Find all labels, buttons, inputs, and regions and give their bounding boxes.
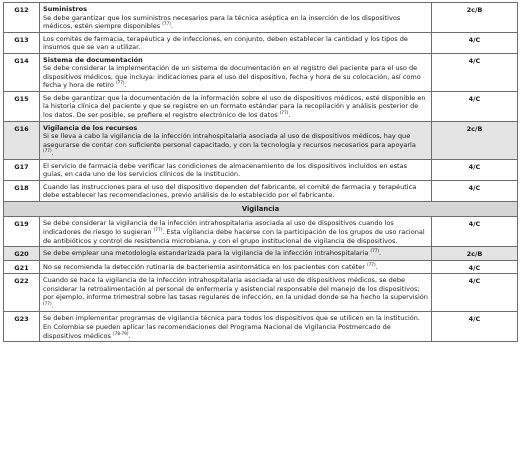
evidence-grade: 4/C xyxy=(432,32,518,53)
table-row xyxy=(4,274,518,312)
recommendation-text: Los comités de farmacia, terapéutica y de infecciones, en conjunto, deben establecer la cantidad y los tipos de insumos que se van a utilizar. xyxy=(43,34,408,52)
recommendation-text-end: . xyxy=(170,22,173,31)
recommendation-text-cell xyxy=(40,312,432,342)
recommendation-text: Se debe emplear una metodología estandarizada para la vigilancia de la infección intrahospitalaria xyxy=(43,249,369,258)
recommendation-text: Se debe considerar la vigilancia de la infección intrahospitalaria asociada al uso de dispositivos cuando los indicadores de riesgo lo sugieran xyxy=(43,219,394,237)
recommendation-text-end: . xyxy=(379,249,382,258)
table-row xyxy=(4,312,518,342)
recommendation-code: G17 xyxy=(4,159,40,180)
table-row xyxy=(4,180,518,201)
evidence-grade: 4/C xyxy=(432,159,518,180)
table-row xyxy=(4,121,518,159)
evidence-grade: 2c/B xyxy=(432,3,518,33)
recommendation-text-cell xyxy=(40,3,432,33)
recommendation-text-end: . xyxy=(124,81,127,90)
recommendation-text-cell xyxy=(40,53,432,91)
recommendations-table-container xyxy=(3,2,517,342)
reference-superscript: (77) xyxy=(279,109,289,115)
recommendation-title: Suministros xyxy=(43,5,87,13)
table-row xyxy=(4,247,518,261)
recommendation-text: Cuando las instrucciones para el uso del dispositivo dependen del fabricante, el comité de farmacia y terapéutica debe establecer las recomendaciones, previo análisis de lo establecido por el fabricante. xyxy=(43,182,417,200)
recommendation-text-cell xyxy=(40,121,432,159)
recommendation-text: Se debe considerar la implementación de un sistema de documentación en el registro del paciente para el uso de dispositivos médicos, que incluya: indicaciones para el uso del dispositivo, fecha y hora de su colocación, así como fecha y hora de retiro xyxy=(43,64,421,90)
table-row xyxy=(4,3,518,33)
recommendation-text: No se recomienda la detección rutinaria de bacteriemia asintomática en los pacientes con catéter xyxy=(43,262,365,271)
recommendation-text-end: . xyxy=(128,331,131,340)
evidence-grade: 4/C xyxy=(432,260,518,274)
table-body-bottom xyxy=(4,217,518,342)
recommendation-text: Cuando se hace la vigilancia de la infección intrahospitalaria asociada al uso de dispositivos médicos, se debe considerar la retroalimentación al personal de enfermería y asistencial responsable del manejo de los dispositivos; por ejemplo, informe trimestral sobre las tasas regulares de infección, en la unidad donde se ha hecho la supervisión xyxy=(43,276,428,302)
recommendation-code: G15 xyxy=(4,91,40,121)
recommendation-text-end: . xyxy=(51,301,54,310)
recommendation-code: G23 xyxy=(4,312,40,342)
recommendation-text: Se deben implementar programas de vigilancia técnica para todos los dispositivos que se utilicen en la institución. En Colombia se pueden aplicar las recomendaciones del Programa Nacional de Vigilancia Postmercado de dispositivos médicos xyxy=(43,314,420,340)
recommendation-text-cell xyxy=(40,260,432,274)
table-row xyxy=(4,32,518,53)
recommendation-text-end: . xyxy=(51,149,54,158)
evidence-grade: 4/C xyxy=(432,312,518,342)
recommendation-code: G20 xyxy=(4,247,40,261)
recommendation-text: Si se lleva a cabo la vigilancia de la infección intrahospitalaria asociada al uso de dispositivos médicos, hay que asegurarse de contar con suficiente personal capacitado, y con la tecnología y recursos necesarios para apoyarla xyxy=(43,132,416,149)
evidence-grade: 2c/B xyxy=(432,121,518,159)
recommendation-text-cell xyxy=(40,274,432,312)
evidence-grade: 4/C xyxy=(432,180,518,201)
evidence-grade: 2c/B xyxy=(432,247,518,261)
evidence-grade: 4/C xyxy=(432,91,518,121)
table-row xyxy=(4,53,518,91)
reference-superscript: (77) xyxy=(162,20,171,26)
recommendation-code: G14 xyxy=(4,53,40,91)
recommendation-code: G18 xyxy=(4,180,40,201)
recommendation-text-end: . xyxy=(288,111,291,120)
recommendation-text-cell xyxy=(40,32,432,53)
reference-superscript: (77) xyxy=(370,247,380,253)
section-header-vigilancia: Vigilancia xyxy=(4,201,518,217)
recommendation-code: G13 xyxy=(4,32,40,53)
recommendation-text: Se debe garantizar que la documentación de la información sobre el uso de dispositivos médicos, esté disponible en la historia clínica del paciente y que se registre en un formato estándar para la recopilación y análisis posterior de los datos. De ser posible, se prefiere el registro electrónico de los datos xyxy=(43,93,426,120)
table-row xyxy=(4,260,518,274)
recommendation-code: G22 xyxy=(4,274,40,312)
recommendation-code: G21 xyxy=(4,260,40,274)
reference-superscript: (77) xyxy=(43,300,52,306)
recommendation-code: G12 xyxy=(4,3,40,33)
evidence-grade: 4/C xyxy=(432,53,518,91)
recommendation-text-cell xyxy=(40,91,432,121)
recommendation-title: Sistema de documentación xyxy=(43,55,143,64)
section-header-group xyxy=(4,201,518,217)
reference-superscript: (78-79) xyxy=(113,330,129,336)
recommendation-text-cell xyxy=(40,159,432,180)
recommendation-text-end: . Esta vigilancia debe hacerse con la participación de los grupos de uso racional de antibióticos y control de resistencia microbiana, y con el grupo institucional de vigilancia de dispositivos. xyxy=(43,228,425,245)
recommendation-text-cell xyxy=(40,217,432,247)
table-row xyxy=(4,217,518,247)
recommendation-text: El servicio de farmacia debe verificar las condiciones de almacenamiento de los dispositivos incluidos en estas guías, en cada uno de los servicios clínicos de la institución. xyxy=(43,161,408,179)
recommendations-table xyxy=(3,2,518,342)
evidence-grade: 4/C xyxy=(432,274,518,312)
reference-superscript: (77) xyxy=(43,148,52,154)
recommendation-text: Se debe garantizar que los suministros necesarios para la técnica aséptica en la inserción de los dispositivos médicos, estén siempre disponibles xyxy=(43,13,401,31)
recommendation-text-cell xyxy=(40,247,432,261)
recommendation-title: Vigilancia de los recursos xyxy=(43,123,138,132)
section-header-row xyxy=(4,201,518,217)
recommendation-code: G16 xyxy=(4,121,40,159)
table-row xyxy=(4,159,518,180)
table-row xyxy=(4,91,518,121)
reference-superscript: (77) xyxy=(366,261,376,267)
recommendation-text-end: . xyxy=(375,262,378,271)
table-body-top xyxy=(4,3,518,202)
recommendation-code: G19 xyxy=(4,217,40,247)
recommendation-text-cell xyxy=(40,180,432,201)
evidence-grade: 4/C xyxy=(432,217,518,247)
reference-superscript: (77) xyxy=(153,226,163,232)
reference-superscript: (77) xyxy=(115,80,125,86)
